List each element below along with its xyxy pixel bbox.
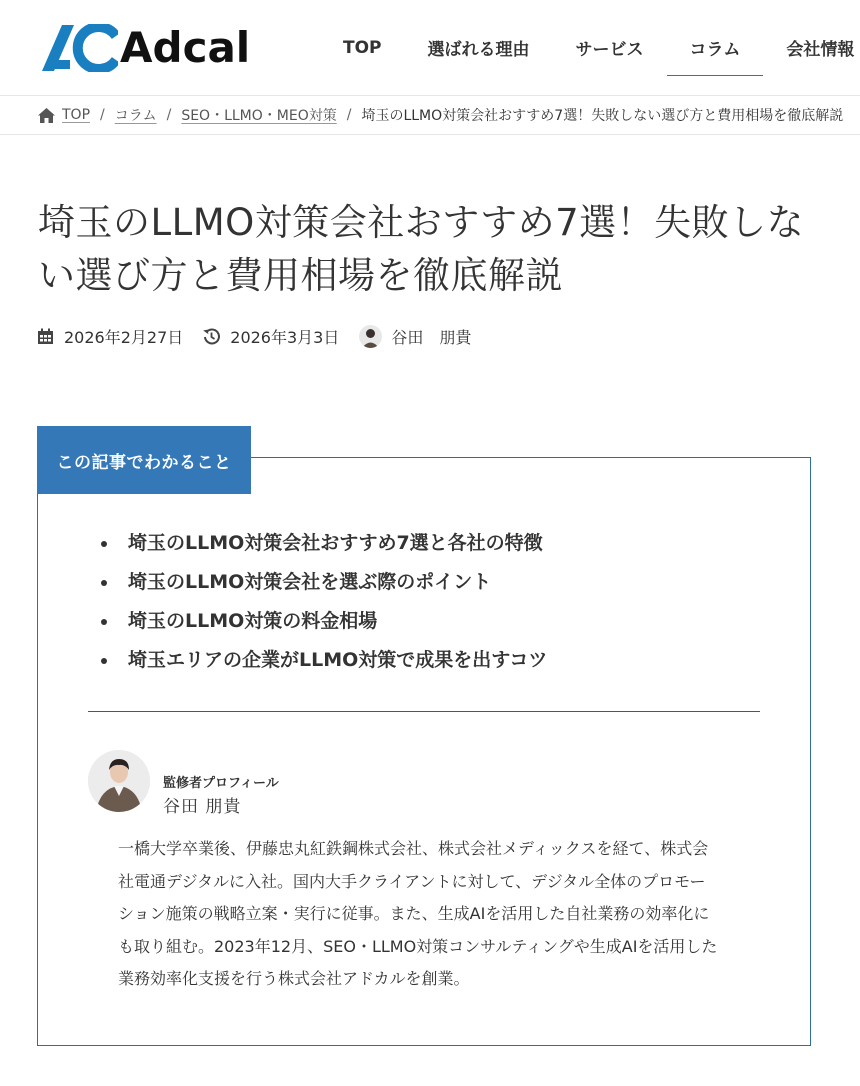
- divider: [88, 711, 760, 712]
- global-nav: [320, 0, 860, 95]
- list-item: 埼玉エリアの企業がLLMO対策で成果を出すコツ: [92, 641, 547, 680]
- list-item: 埼玉のLLMO対策会社を選ぶ際のポイント: [92, 563, 547, 602]
- adcal-logo-mark: [42, 24, 118, 72]
- breadcrumb-link-top[interactable]: TOP: [62, 107, 91, 123]
- author-avatar: [359, 325, 382, 348]
- breadcrumb-link-category[interactable]: SEO・LLMO・MEO対策: [181, 108, 337, 124]
- author-name: 谷田 朋貴: [391, 327, 472, 347]
- nav-item-top[interactable]: TOP: [343, 37, 382, 58]
- published-date: [37, 325, 183, 348]
- article-title: 埼玉のLLMO対策会社おすすめ7選！失敗しない選び方と費用相場を徹底解説: [38, 201, 805, 297]
- breadcrumb: [0, 96, 860, 135]
- nav-item-reasons[interactable]: 選ばれる理由: [427, 40, 530, 60]
- published-date-text: 2026年2月27日: [64, 327, 184, 347]
- calendar-icon: [37, 328, 54, 345]
- supervisor-avatar: [88, 750, 150, 812]
- profile-heading: 監修者プロフィール: [163, 776, 279, 791]
- logo-text: Adcal: [120, 23, 251, 72]
- author[interactable]: [359, 325, 471, 348]
- breadcrumb-separator: /: [100, 107, 105, 123]
- list-item: 埼玉のLLMO対策の料金相場: [92, 602, 547, 641]
- list-item: 埼玉のLLMO対策会社おすすめ7選と各社の特徴: [92, 524, 547, 563]
- profile-bio: 一橋大学卒業後、伊藤忠丸紅鉄鋼株式会社、株式会社メディックスを経て、株式会社電通デジタルに入社。国内大手クライアントに対して、デジタル全体のプロモーション施策の戦略立案・実行に従事。また、生成AIを活用した自社業務の効率化にも取り組む。2023年12月、SEO・LLMO対策コンサルティングや生成AIを活用した業務効率化支援を行う株式会社アドカルを創業。: [118, 839, 718, 989]
- breadcrumb-link-column[interactable]: コラム: [114, 108, 157, 124]
- article-meta: [37, 322, 491, 350]
- home-icon: [38, 108, 55, 123]
- breadcrumb-separator: /: [346, 107, 352, 123]
- nav-item-company[interactable]: 会社情報: [786, 40, 855, 60]
- nav-item-services[interactable]: サービス: [575, 40, 644, 60]
- summary-list: [92, 524, 547, 680]
- site-logo[interactable]: [42, 24, 250, 72]
- nav-item-column[interactable]: コラム: [667, 0, 764, 95]
- updated-date-text: 2026年3月3日: [230, 327, 340, 347]
- site-header: [0, 0, 860, 96]
- updated-date: [203, 325, 339, 348]
- history-icon: [203, 328, 220, 345]
- breadcrumb-separator: /: [166, 107, 172, 123]
- summary-label: この記事でわかること: [37, 426, 251, 494]
- breadcrumb-current: 埼玉のLLMO対策会社おすすめ7選！失敗しない選び方と費用相場を徹底解説: [361, 108, 844, 124]
- profile-name: 谷田 朋貴: [163, 797, 242, 817]
